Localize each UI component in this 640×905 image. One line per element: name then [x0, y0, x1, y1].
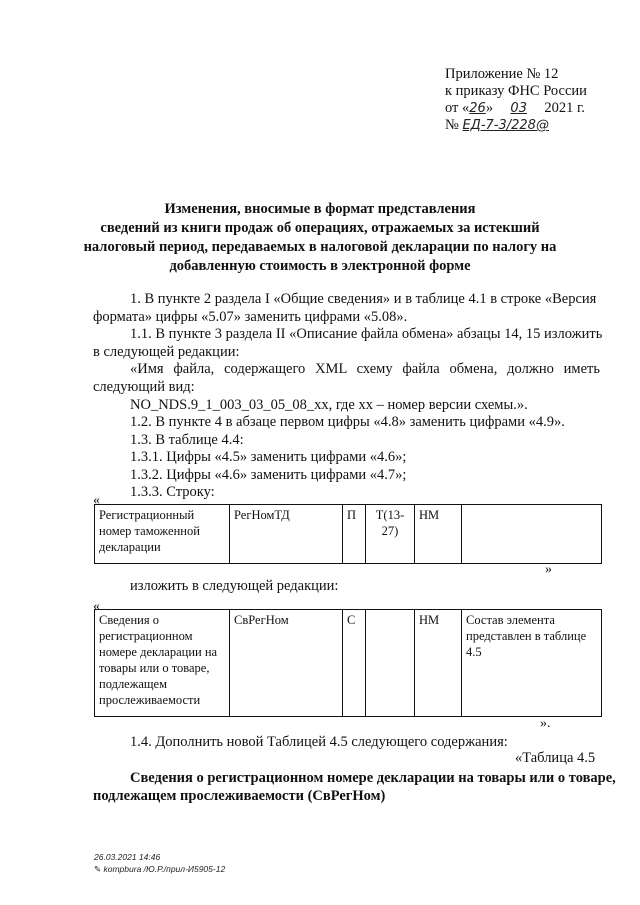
- para-1a: 1. В пункте 2 раздела I «Общие сведения» и в таблице 4.1 в строке «Версия: [130, 291, 597, 307]
- close-quote-2: ».: [540, 716, 551, 731]
- para-5: 1.2. В пункте 4 в абзаце первом цифры «4.8» заменить цифрами «4.9».: [130, 414, 565, 430]
- title-line-2: сведений из книги продаж об операциях, отражаемых за истекший: [100, 220, 540, 236]
- cell-req: НМ: [415, 505, 462, 564]
- file-icon: ✎: [94, 864, 102, 874]
- cell-code: СвРегНом: [230, 610, 343, 717]
- annex-date: от «26» 03 2021 г.: [445, 100, 585, 116]
- para-3b: следующий вид:: [93, 379, 195, 395]
- annex-block: [445, 66, 592, 134]
- para-2b: в следующей редакции:: [93, 344, 240, 360]
- annex-title: Приложение № 12: [445, 66, 559, 82]
- cell-req: НМ: [415, 610, 462, 717]
- table-row: [95, 610, 602, 717]
- open-quote-1: «: [93, 493, 100, 508]
- para-10: изложить в следующей редакции:: [130, 578, 339, 594]
- annex-number: № ЕД-7-3/228@: [445, 117, 592, 134]
- para-7: 1.3.1. Цифры «4.5» заменить цифрами «4.6»;: [130, 449, 407, 465]
- annex-order: к приказу ФНС России: [445, 83, 587, 99]
- close-quote-1: »: [545, 562, 552, 577]
- para-8: 1.3.2. Цифры «4.6» заменить цифрами «4.7»;: [130, 467, 407, 483]
- table-new-row: [94, 609, 602, 717]
- title-line-4: добавленную стоимость в электронной форме: [169, 258, 471, 274]
- cell-format: T(13-27): [366, 505, 415, 564]
- footer-date: 26.03.2021 14:46: [94, 852, 161, 862]
- cell-note: [462, 505, 602, 564]
- cell-flag: С: [343, 610, 366, 717]
- open-quote-2: «: [93, 599, 100, 614]
- cell-flag: П: [343, 505, 366, 564]
- cell-note: Состав элемента представлен в таблице 4.5: [462, 610, 602, 717]
- para-2a: 1.1. В пункте 3 раздела II «Описание файла обмена» абзацы 14, 15 изложить: [130, 326, 603, 342]
- annex-date-day: 26: [469, 101, 486, 116]
- para-6: 1.3. В таблице 4.4:: [130, 432, 244, 448]
- para-1b: формата» цифры «5.07» заменить цифрами «5.08».: [93, 309, 408, 325]
- cell-format: [366, 610, 415, 717]
- para-4: NO_NDS.9_1_003_03_05_08_xx, где xx – номер версии схемы.».: [130, 397, 528, 413]
- cell-code: РегНомТД: [230, 505, 343, 564]
- section-heading-b: подлежащем прослеживаемости (СвРегНом): [93, 788, 386, 804]
- para-11: 1.4. Дополнить новой Таблицей 4.5 следующего содержания:: [130, 734, 508, 750]
- title-line-1: Изменения, вносимые в формат представления: [164, 201, 476, 217]
- annex-number-value: ЕД-7-3/228@: [462, 118, 549, 133]
- para-12: «Таблица 4.5: [515, 750, 596, 766]
- title-line-3: налоговый период, передаваемых в налоговой декларации по налогу на: [83, 239, 557, 255]
- footer-path: ✎ kompbura /Ю.Р./прил-И5905-12: [94, 864, 226, 874]
- document-title: [70, 200, 570, 276]
- para-9: 1.3.3. Строку:: [130, 484, 215, 500]
- table-row: [95, 505, 602, 564]
- section-heading-a: Сведения о регистрационном номере декларации на товары или о товаре,: [130, 770, 616, 786]
- annex-date-month: 03: [510, 101, 527, 116]
- table-old-row: [94, 504, 602, 564]
- cell-name: Сведения о регистрационном номере декларации на товары или о товаре, подлежащем прослеживаемости: [95, 610, 230, 717]
- para-3a: «Имя файла, содержащего XML схему файла обмена, должно иметь: [130, 361, 600, 377]
- cell-name: Регистрационный номер таможенной декларации: [95, 505, 230, 564]
